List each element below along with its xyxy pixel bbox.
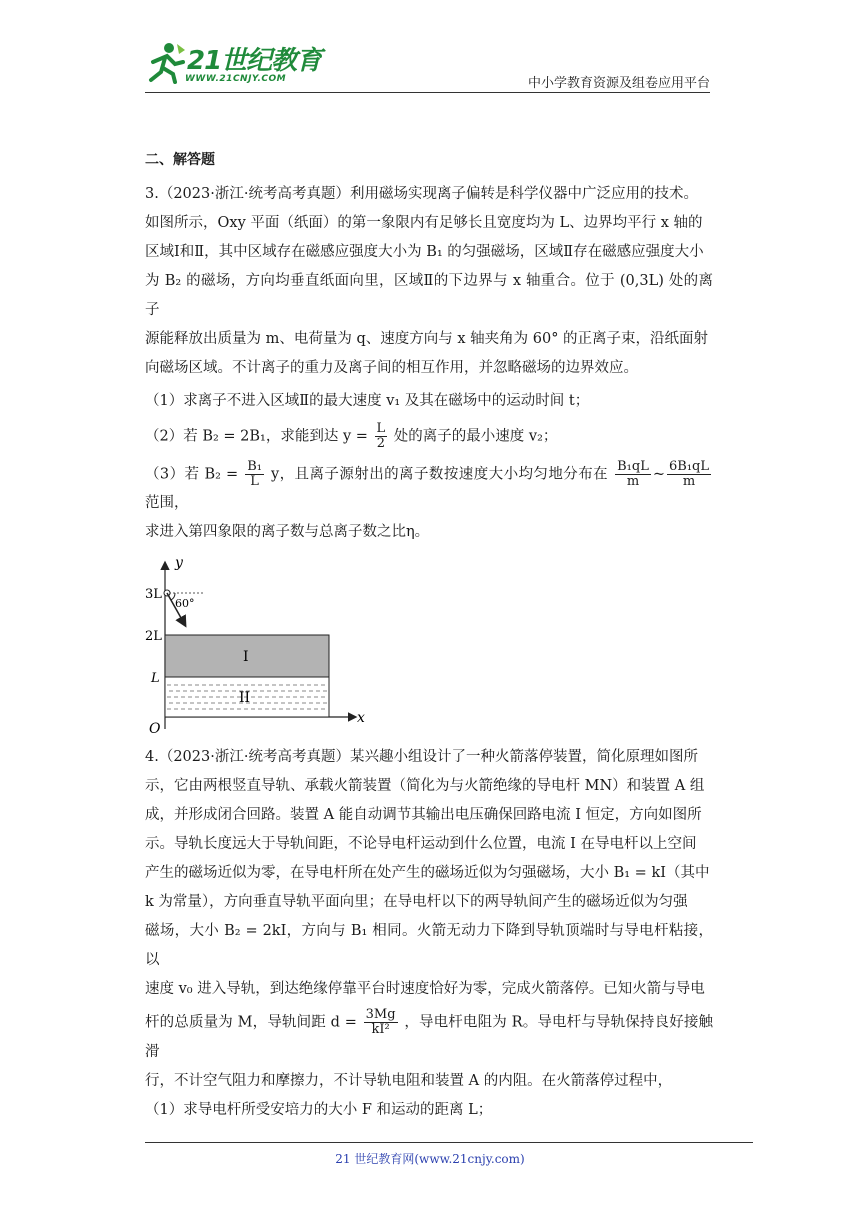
tilde-symbol: ~ (652, 466, 666, 482)
q3-sub3-text-c: 范围， (145, 495, 189, 511)
fraction-numerator: B₁ (247, 458, 262, 474)
footer-link[interactable]: 21 世纪教育网(www.21cnjy.com) (335, 1152, 525, 1166)
q4-line: k 为常量），方向垂直导轨平面向里；在导电杆以下的两导轨间产生的磁场近似为匀强 (145, 894, 688, 910)
q3-sub3-cont: 求进入第四象限的离子数与总离子数之比η。 (145, 524, 430, 540)
fraction-numerator: B₁qL (617, 458, 649, 474)
x-axis-label: x (357, 710, 365, 726)
angle-label: 60° (175, 597, 195, 610)
y-axis-label: y (175, 557, 183, 571)
fraction-max-speed (667, 460, 711, 489)
tick-label-2l: 2L (145, 629, 162, 644)
q4-line: 4.（2023·浙江·统考高考真题）某兴趣小组设计了一种火箭落停装置，简化原理如图所 (145, 749, 698, 765)
page-header (0, 0, 860, 100)
fraction-denominator: m (682, 473, 696, 489)
fraction-l-over-2 (375, 422, 388, 451)
q3-line: 为 B₂ 的磁场，方向均垂直纸面向里，区域Ⅱ的下边界与 x 轴重合。位于 (0,3L) 处的离子 (145, 273, 713, 318)
q4-line: 示，它由两根竖直导轨、承载火箭装置（简化为与火箭绝缘的导电杆 MN）和装置 A 组 (145, 778, 705, 794)
q3-sub2 (145, 422, 713, 452)
q3-line: 如图所示，Oxy 平面（纸面）的第一象限内有足够长且宽度均为 L、边界均平行 x 轴的 (145, 215, 703, 231)
q4-line9-text-b: ，导电杆电阻为 R。导电杆与导轨保持良好接触滑 (145, 1014, 714, 1060)
q3-sub3-text-b: y，且离子源射出的离子数按速度大小均匀地分布在 (271, 466, 609, 482)
fraction-numerator: L (376, 421, 386, 436)
q4-line: 成，并形成闭合回路。装置 A 能自动调节其输出电压确保回路电流 I 恒定，方向如图所 (145, 807, 702, 823)
logo-text: 21世纪教育 (187, 46, 322, 76)
tick-label-3l: 3L (145, 587, 162, 602)
origin-label: O (149, 721, 161, 737)
region-2-label: II (239, 690, 251, 706)
q3-sub2-text-b: 处的离子的最小速度 v₂； (393, 428, 558, 445)
question-3 (145, 180, 713, 737)
region-1-label: I (243, 649, 249, 665)
fraction-b1-over-l (245, 460, 264, 489)
q4-line-9 (145, 1008, 713, 1067)
q4-line9-text-a: 杆的总质量为 M，导轨间距 d = (145, 1014, 357, 1031)
q3-line: 3.（2023·浙江·统考高考真题）利用磁场实现离子偏转是科学仪器中广泛应用的技术。 (145, 186, 698, 202)
tick-label-l: L (151, 671, 160, 686)
section-title: 二、解答题 (145, 152, 215, 168)
q3-sub3 (145, 460, 713, 519)
q3-line: 源能释放出质量为 m、电荷量为 q、速度方向与 x 轴夹角为 60° 的正离子束，沿纸面射 (145, 331, 709, 347)
magnetic-field-diagram (145, 557, 375, 737)
logo-url: WWW.21CNJY.COM (185, 74, 287, 84)
q4-line: 行，不计空气阻力和摩擦力，不计导轨电阻和装置 A 的内阻。在火箭落停过程中， (145, 1072, 673, 1089)
q3-sub3-text-a: （3）若 B₂ = (145, 466, 239, 482)
fraction-denominator: L (250, 473, 259, 489)
site-logo[interactable] (143, 40, 323, 96)
fraction-denominator: kI² (371, 1022, 390, 1037)
q4-sub1: （1）求导电杆所受安培力的大小 F 和运动的距离 L； (145, 1101, 493, 1118)
header-tagline: 中小学教育资源及组卷应用平台 (527, 76, 710, 91)
question-4 (145, 743, 713, 1125)
page-content (145, 150, 713, 1125)
fraction-denominator: 2 (376, 436, 385, 451)
q3-line: 区域Ⅰ和Ⅱ，其中区域存在磁感应强度大小为 B₁ 的匀强磁场，区域Ⅱ存在磁感应强度大小 (145, 244, 704, 260)
header-divider (145, 92, 710, 93)
diagram-svg (145, 557, 375, 737)
runner-logo-icon (143, 40, 187, 84)
q4-line: 速度 v₀ 进入导轨，到达绝缘停靠平台时速度恰好为零，完成火箭落停。已知火箭与导电 (145, 981, 705, 997)
fraction-numerator: 3Mg (365, 1007, 396, 1022)
q4-line: 磁场，大小 B₂ = 2kI，方向与 B₁ 相同。火箭无动力下降到导轨顶端时与导电杆粘接，以 (145, 923, 713, 968)
fraction-denominator: m (626, 473, 640, 489)
fraction-numerator: 6B₁qL (669, 458, 710, 474)
fraction-rail-spacing (364, 1008, 398, 1037)
q3-sub1: （1）求离子不进入区域Ⅱ的最大速度 v₁ 及其在磁场中的运动时间 t； (145, 393, 590, 409)
fraction-min-speed (615, 460, 651, 489)
q4-line: 产生的磁场近似为零，在导电杆所在处产生的磁场近似为匀强磁场，大小 B₁ = kI（其中 (145, 865, 710, 881)
q4-line: 示。导轨长度远大于导轨间距，不论导电杆运动到什么位置，电流 I 在导电杆以上空间 (145, 836, 697, 852)
footer-divider (145, 1142, 753, 1143)
q3-sub2-text-a: （2）若 B₂ = 2B₁，求能到达 y = (145, 428, 368, 445)
q3-line: 向磁场区域。不计离子的重力及离子间的相互作用，并忽略磁场的边界效应。 (145, 360, 638, 376)
